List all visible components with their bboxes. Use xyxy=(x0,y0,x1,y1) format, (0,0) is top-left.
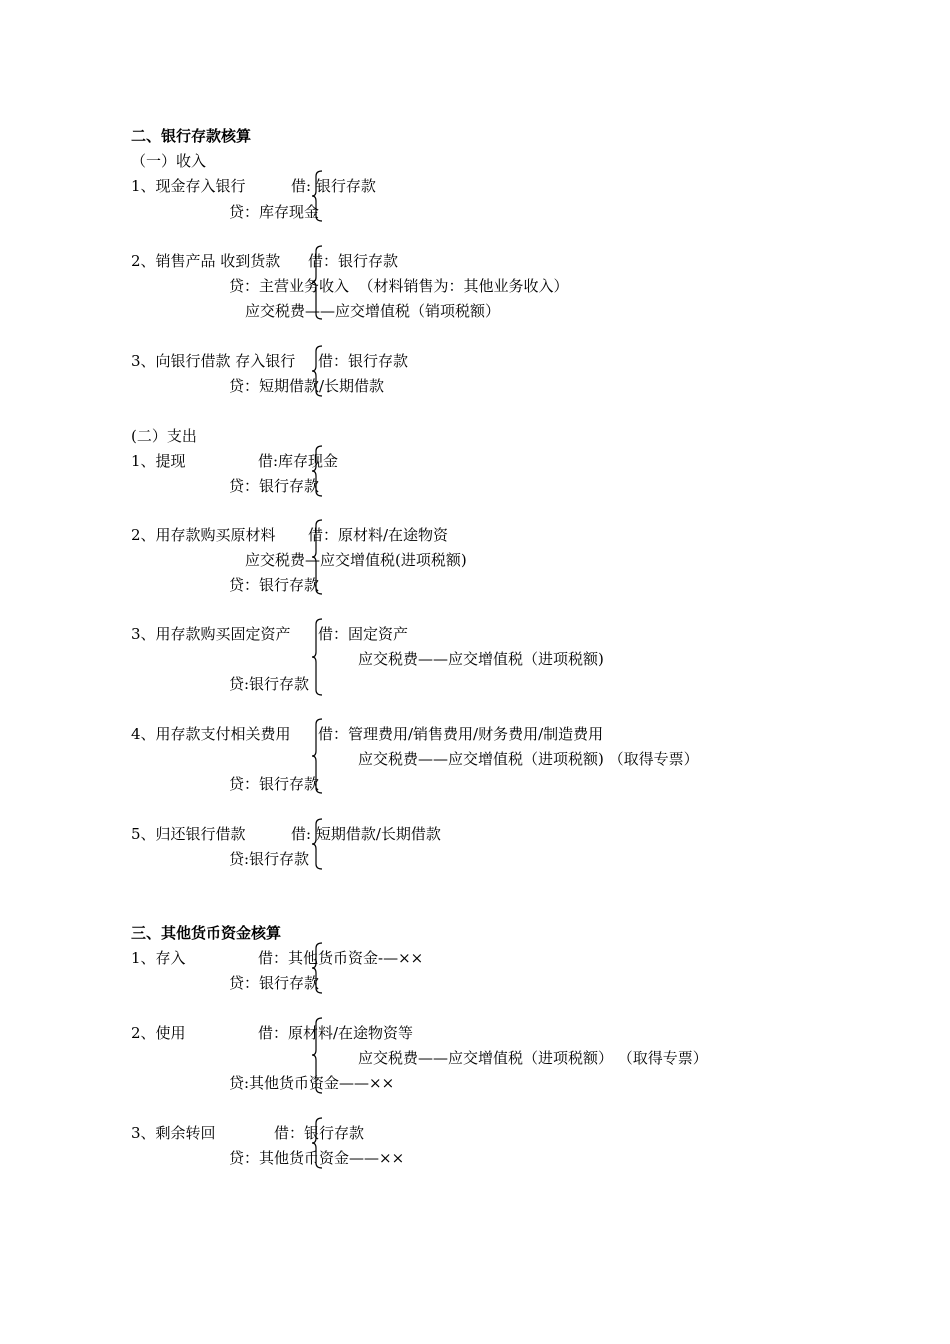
brace-icon xyxy=(311,818,323,870)
debit-line: 借：原材料/在途物资 xyxy=(308,526,449,544)
brace-icon xyxy=(311,170,323,222)
debit-line: 借：管理费用/销售费用/财务费用/制造费用 xyxy=(318,725,604,743)
subsection-expense: (二）支出 xyxy=(131,427,197,445)
debit-line: 借：银行存款 xyxy=(318,352,409,370)
brace-icon xyxy=(311,445,323,497)
credit-line: 贷：其他货币资金——×× xyxy=(229,1149,405,1167)
brace-icon xyxy=(311,345,323,397)
entry-label: 1、存入 xyxy=(131,949,186,967)
credit-line: 贷:其他货币资金——×× xyxy=(229,1074,395,1092)
credit-line: 贷：银行存款 xyxy=(229,477,320,495)
debit-line: 借：其他货币资金-—×× xyxy=(258,949,424,967)
brace-icon xyxy=(311,618,323,696)
credit-line: 应交税费——应交增值税（销项税额） xyxy=(245,302,501,320)
debit-line: 应交税费——应交增值税（进项税额） （取得专票） xyxy=(358,1049,708,1067)
entry-label: 2、使用 xyxy=(131,1024,186,1042)
credit-line: 贷：库存现金 xyxy=(229,203,320,221)
debit-line: 应交税费——应交增值税（进项税额) （取得专票） xyxy=(358,750,699,768)
entry-label: 3、剩余转回 xyxy=(131,1124,216,1142)
entry-label: 3、用存款购买固定资产 xyxy=(131,625,291,643)
entry-label: 2、用存款购买原材料 xyxy=(131,526,276,544)
debit-line: 借: 短期借款/长期借款 xyxy=(291,825,441,843)
credit-line: 贷:银行存款 xyxy=(229,850,310,868)
section-title-bank-deposit: 二、银行存款核算 xyxy=(131,127,252,145)
entry-label: 4、用存款支付相关费用 xyxy=(131,725,291,743)
entry-label: 1、提现 xyxy=(131,452,186,470)
debit-line: 借：银行存款 xyxy=(308,252,399,270)
subsection-income: （一）收入 xyxy=(131,152,207,170)
credit-line: 贷：主营业务收入 （材料销售为：其他业务收入） xyxy=(229,277,569,295)
debit-line: 借：银行存款 xyxy=(274,1124,365,1142)
credit-line: 贷：银行存款 xyxy=(229,974,320,992)
brace-icon xyxy=(311,718,323,794)
credit-line: 贷:银行存款 xyxy=(229,675,310,693)
debit-line: 借: 银行存款 xyxy=(291,177,376,195)
entry-label: 3、向银行借款 存入银行 xyxy=(131,352,296,370)
debit-line: 借：原材料/在途物资等 xyxy=(258,1024,414,1042)
entry-label: 2、销售产品 收到货款 xyxy=(131,252,281,270)
credit-line: 贷：银行存款 xyxy=(229,775,320,793)
debit-line: 借:库存现金 xyxy=(258,452,339,470)
debit-line: 应交税费——应交增值税（进项税额) xyxy=(358,650,604,668)
entry-label: 1、现金存入银行 xyxy=(131,177,246,195)
credit-line: 贷：短期借款/长期借款 xyxy=(229,377,385,395)
brace-icon xyxy=(311,245,323,320)
debit-line: 应交税费—应交增值税(进项税额) xyxy=(245,551,467,569)
credit-line: 贷：银行存款 xyxy=(229,576,320,594)
brace-icon xyxy=(311,942,323,994)
brace-icon xyxy=(311,1117,323,1169)
brace-icon xyxy=(311,519,323,595)
brace-icon xyxy=(311,1017,323,1094)
entry-label: 5、归还银行借款 xyxy=(131,825,246,843)
section-title-other-monetary: 三、其他货币资金核算 xyxy=(131,924,282,942)
debit-line: 借：固定资产 xyxy=(318,625,409,643)
